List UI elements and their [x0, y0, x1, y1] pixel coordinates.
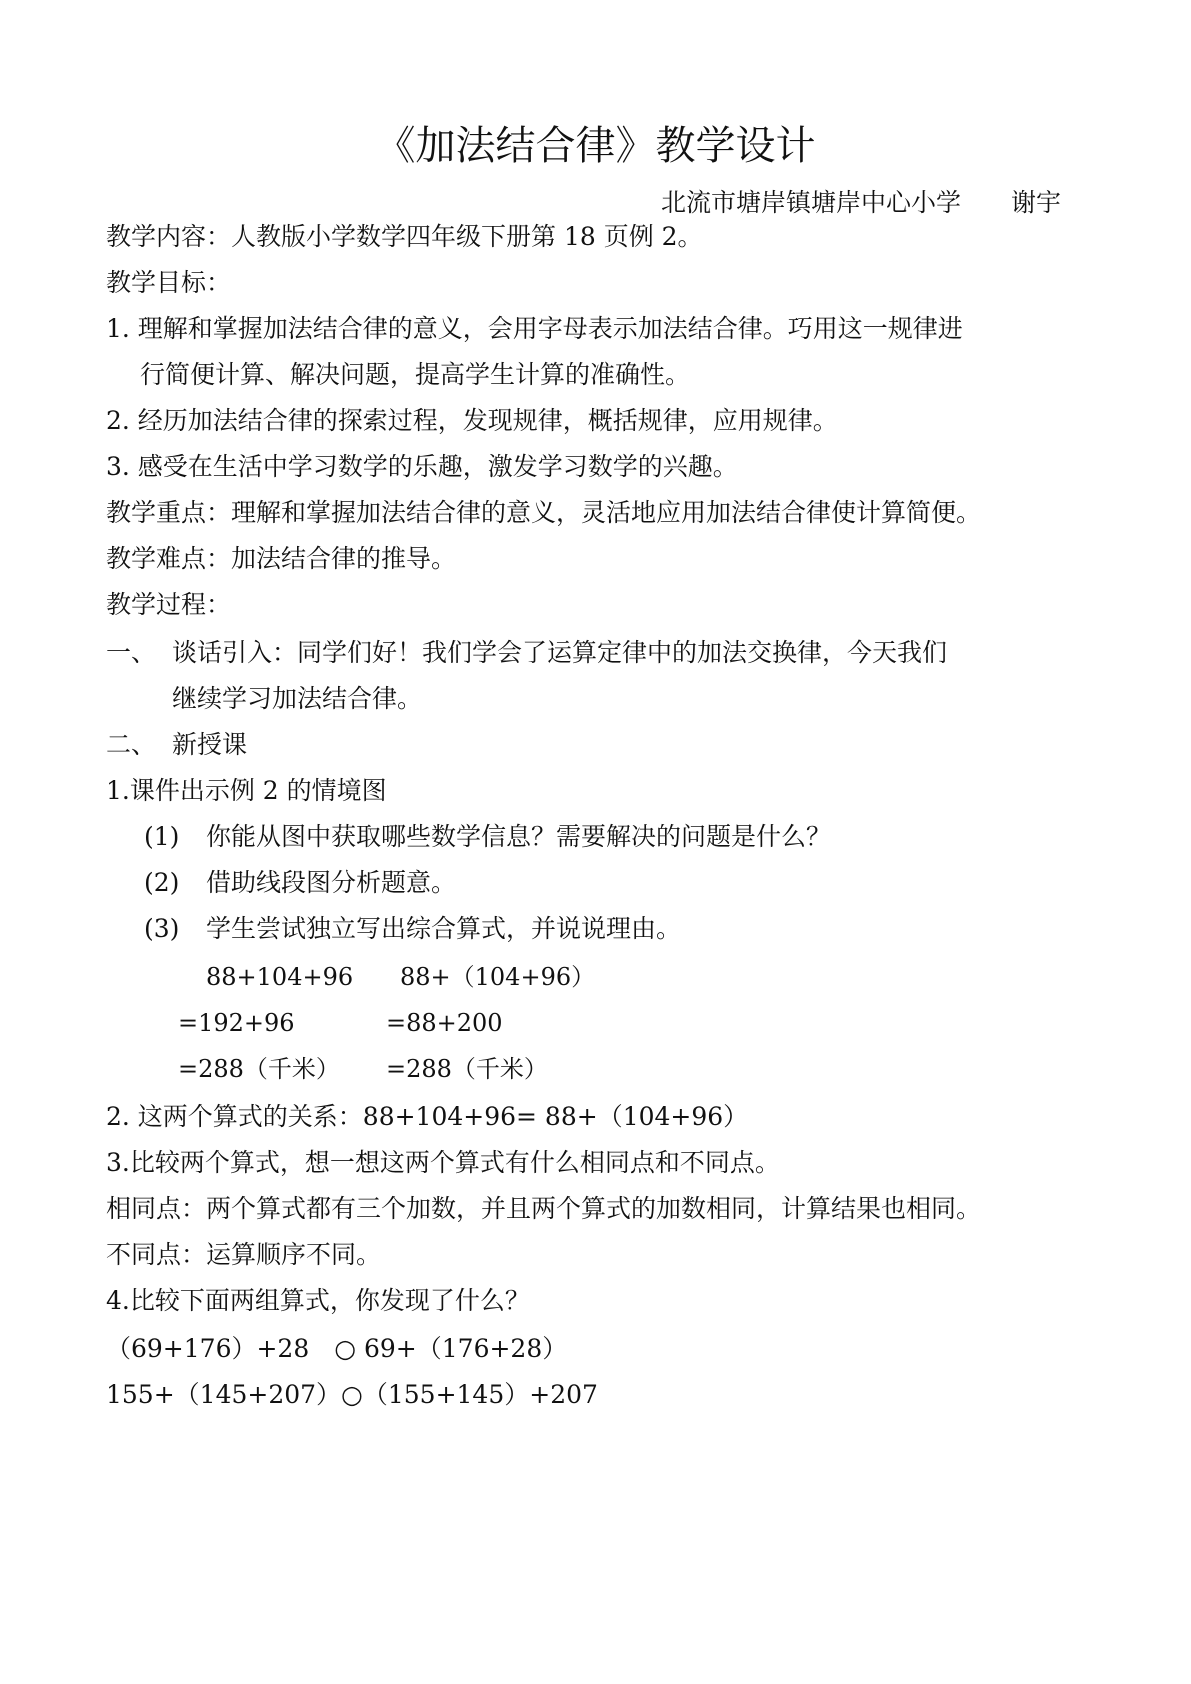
document-title: 《加法结合律》教学设计: [375, 123, 816, 169]
goal-3: 3. 感受在生活中学习数学的乐趣，激发学习数学的兴趣。: [106, 452, 738, 481]
goal-1-line-a: 1. 理解和掌握加法结合律的意义，会用字母表示加法结合律。巧用这一规律进: [106, 314, 963, 343]
same-points: 相同点：两个算式都有三个加数，并且两个算式的加数相同，计算结果也相同。: [106, 1194, 982, 1223]
section-1-line-b: 继续学习加法结合律。: [172, 684, 423, 713]
calc-left-line-3: =288（千米）: [178, 1055, 340, 1083]
calc-left-line-1: 88+104+96: [206, 963, 354, 991]
sub-item-1: 你能从图中获取哪些数学信息？需要解决的问题是什么？: [206, 822, 832, 851]
goal-2: 2. 经历加法结合律的探索过程，发现规律，概括规律，应用规律。: [106, 406, 838, 435]
author-line: 北流市塘岸镇塘岸中心小学 谢宇: [660, 188, 1061, 217]
comparison-2: 155+（145+207）○（155+145）+207: [106, 1380, 598, 1409]
calc-right-line-3: =288（千米）: [386, 1055, 548, 1083]
item-2: 2. 这两个算式的关系：88+104+96= 88+（104+96）: [106, 1102, 749, 1131]
calc-right-line-2: =88+200: [386, 1009, 503, 1037]
section-2-number: 二、: [106, 730, 157, 759]
sub-item-3-number: (3): [144, 914, 180, 943]
section-2-title: 新授课: [172, 730, 248, 759]
teaching-content: 教学内容：人教版小学数学四年级下册第 18 页例 2。: [106, 222, 703, 251]
different-points: 不同点：运算顺序不同。: [106, 1240, 382, 1269]
item-1: 1.课件出示例 2 的情境图: [106, 776, 387, 805]
sub-item-2-number: (2): [144, 868, 180, 897]
section-1-number: 一、: [106, 638, 157, 667]
teaching-key-point: 教学重点：理解和掌握加法结合律的意义，灵活地应用加法结合律使计算简便。: [106, 498, 982, 527]
sub-item-1-number: (1): [144, 822, 180, 851]
goal-1-line-b: 行简便计算、解决问题，提高学生计算的准确性。: [140, 360, 691, 389]
process-label: 教学过程：: [106, 590, 232, 619]
calc-right-line-1: 88+（104+96）: [400, 963, 596, 991]
sub-item-3: 学生尝试独立写出综合算式，并说说理由。: [206, 914, 682, 943]
sub-item-2: 借助线段图分析题意。: [206, 868, 457, 897]
teaching-difficulty: 教学难点：加法结合律的推导。: [106, 544, 457, 573]
comparison-1: （69+176）+28 ○ 69+（176+28）: [106, 1334, 568, 1363]
calc-left-line-2: =192+96: [178, 1009, 295, 1037]
section-1-line-a: 谈话引入：同学们好！我们学会了运算定律中的加法交换律，今天我们: [172, 638, 948, 667]
goals-label: 教学目标：: [106, 268, 232, 297]
item-4: 4.比较下面两组算式，你发现了什么？: [106, 1286, 530, 1315]
item-3: 3.比较两个算式，想一想这两个算式有什么相同点和不同点。: [106, 1148, 780, 1177]
